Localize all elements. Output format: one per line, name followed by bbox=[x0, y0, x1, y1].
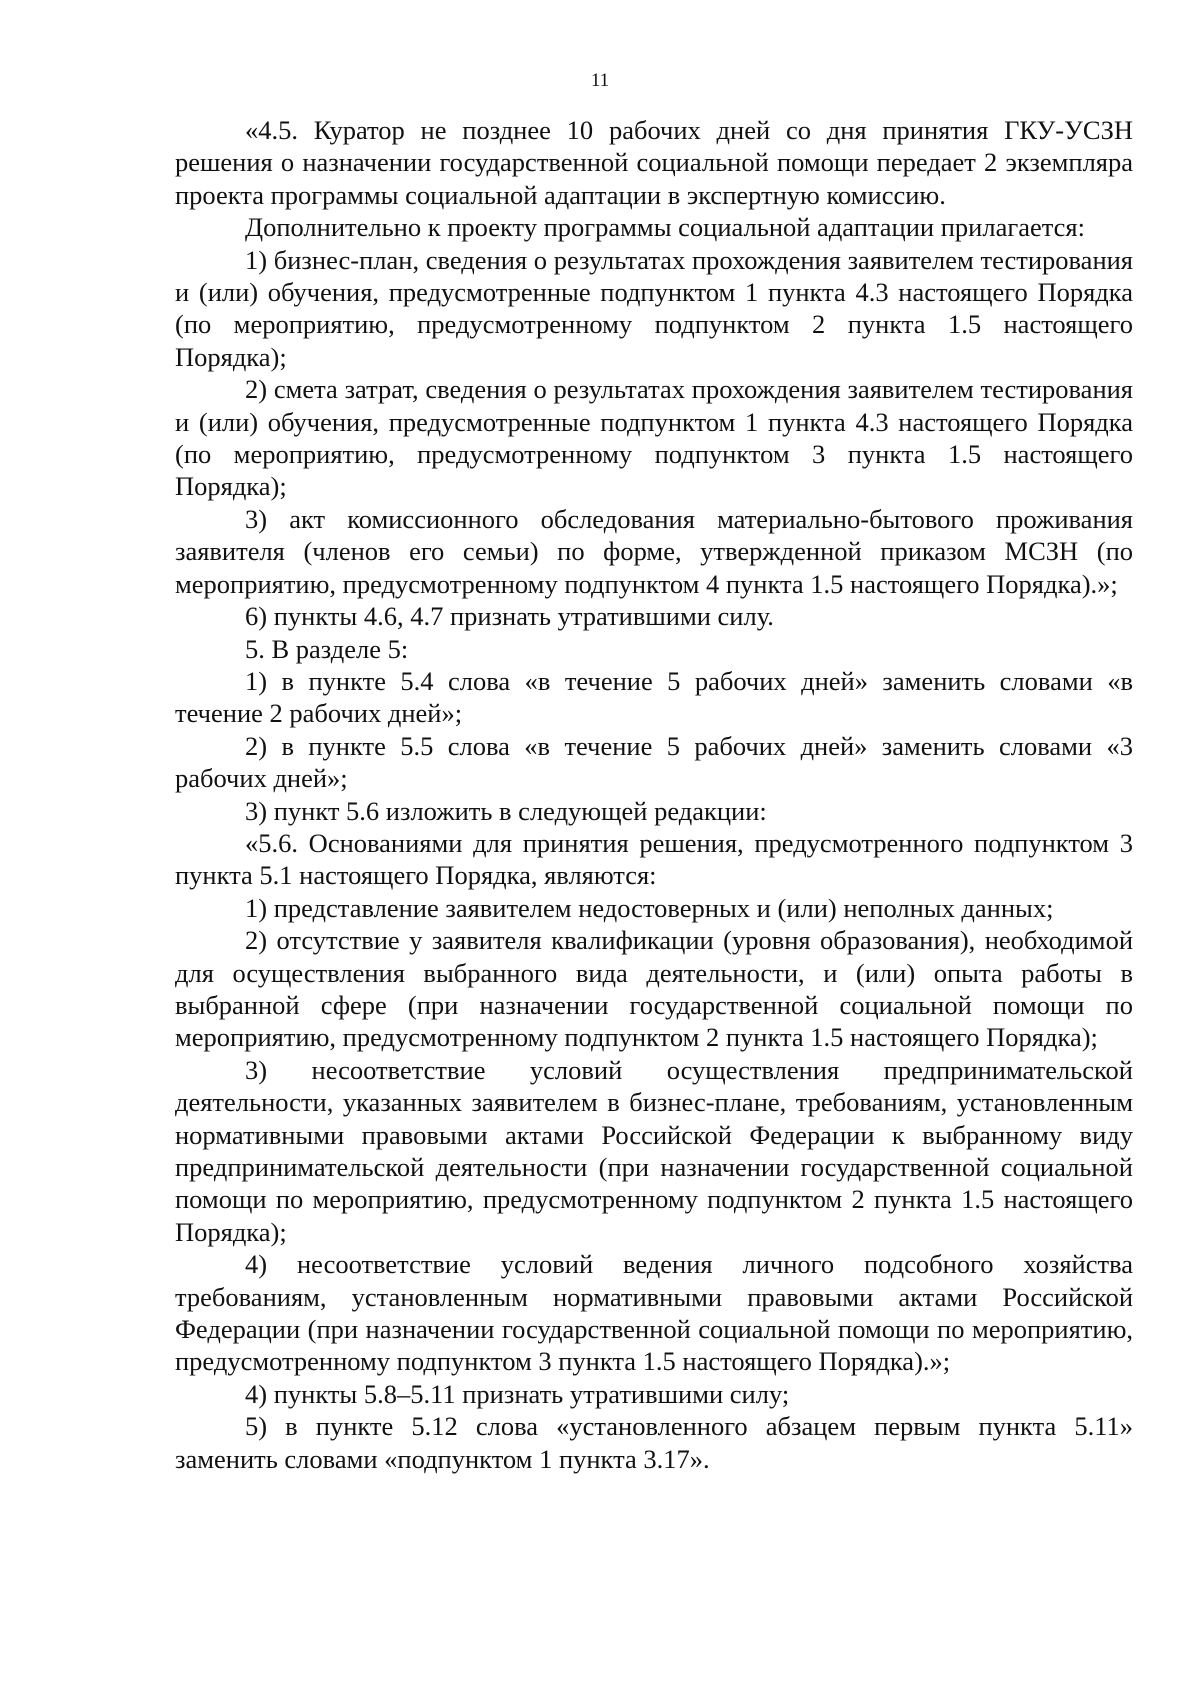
paragraph: 5) в пункте 5.12 слова «установленного абзацем первым пункта 5.11» заменить словами «подпунктом 1 пункта 3.17». bbox=[175, 1411, 1133, 1474]
paragraph: 3) акт комиссионного обследования материально-бытового проживания заявителя (членов его семьи) по форме, утвержденной приказом МСЗН (по мероприятию, предусмотренному подпунктом 4 пункта 1.5 настоящего Порядка).»; bbox=[175, 503, 1133, 599]
paragraph: 6) пункты 4.6, 4.7 признать утратившими силу. bbox=[245, 601, 774, 632]
paragraph: Дополнительно к проекту программы социальной адаптации прилагается: bbox=[245, 212, 1085, 243]
paragraph: 2) отсутствие у заявителя квалификации (уровня образования), необходимой для осуществления выбранного вида деятельности, и (или) опыта работы в выбранной сфере (при назначении государственной социальной помощи по мероприятию, предусмотренному подпунктом 2 пункта 1.5 настоящего Порядка); bbox=[175, 925, 1133, 1053]
paragraph: 1) в пункте 5.4 слова «в течение 5 рабочих дней» заменить словами «в течение 2 рабочих дней»; bbox=[175, 665, 1133, 729]
paragraph: 1) бизнес-план, сведения о результатах прохождения заявителем тестирования и (или) обучения, предусмотренные подпунктом 1 пункта 4.3 настоящего Порядка (по мероприятию, предусмотренному подпунктом 2 пункта 1.5 настоящего Порядка); bbox=[175, 244, 1133, 372]
paragraph: «4.5. Куратор не позднее 10 рабочих дней со дня принятия ГКУ-УСЗН решения о назначении государственной социальной помощи передает 2 экземпляра проекта программы социальной адаптации в экспертную комиссию. bbox=[175, 115, 1133, 210]
paragraph: 4) несоответствие условий ведения личного подсобного хозяйства требованиям, установленным нормативными правовыми актами Российской Федерации (при назначении государственной социальной помощи по мероприятию, предусмотренному подпунктом 3 пункта 1.5 настоящего Порядка).»; bbox=[175, 1249, 1133, 1377]
page-number: 11 bbox=[590, 70, 610, 91]
paragraph: 4) пункты 5.8–5.11 признать утратившими силу; bbox=[245, 1378, 790, 1409]
paragraph: 3) несоответствие условий осуществления предпринимательской деятельности, указанных заявителем в бизнес-плане, требованиям, установленным нормативными правовыми актами Российской Федерации к выбранному виду предпринимательской деятельности (при назначении государственной социальной помощи по мероприятию, предусмотренному подпунктом 2 пункта 1.5 настоящего Порядка); bbox=[175, 1054, 1133, 1247]
paragraph: «5.6. Основаниями для принятия решения, предусмотренного подпунктом 3 пункта 5.1 настоящего Порядка, являются: bbox=[175, 827, 1133, 891]
paragraph: 2) в пункте 5.5 слова «в течение 5 рабочих дней» заменить словами «3 рабочих дней»; bbox=[175, 730, 1133, 794]
paragraph: 5. В разделе 5: bbox=[245, 633, 409, 664]
paragraph: 2) смета затрат, сведения о результатах прохождения заявителем тестирования и (или) обучения, предусмотренные подпунктом 1 пункта 4.3 настоящего Порядка (по мероприятию, предусмотренному подпунктом 3 пункта 1.5 настоящего Порядка); bbox=[175, 374, 1133, 502]
document-body bbox=[175, 114, 1133, 1475]
paragraph: 3) пункт 5.6 изложить в следующей редакции: bbox=[245, 795, 767, 826]
paragraph: 1) представление заявителем недостоверных и (или) неполных данных; bbox=[245, 892, 1054, 923]
